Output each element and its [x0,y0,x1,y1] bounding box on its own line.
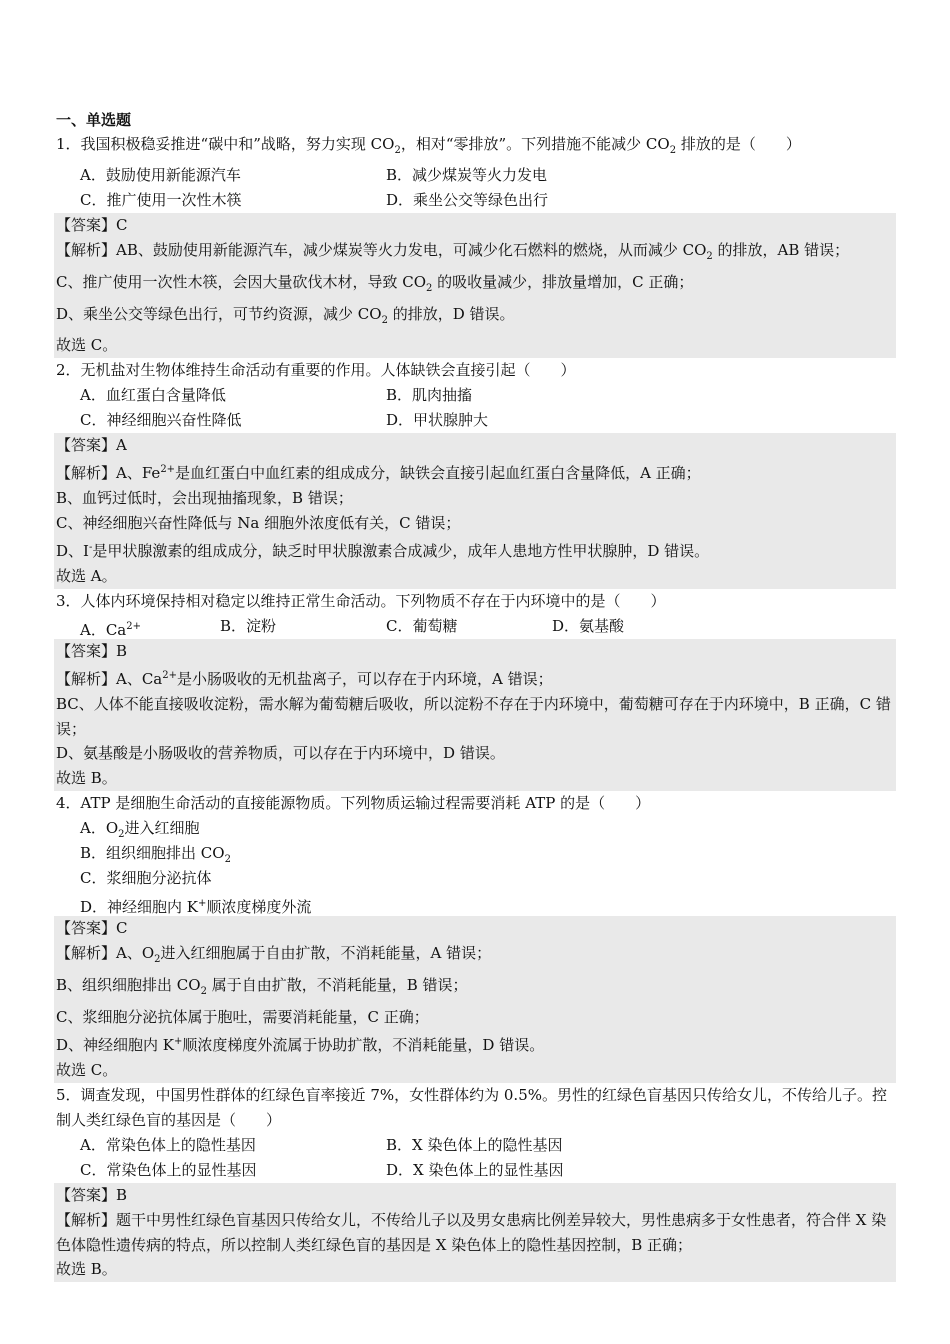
question-5-stem: 5．调查发现，中国男性群体的红绿色盲率接近 7%，女性群体约为 0.5%。男性的红绿色盲基因只传给女儿，不传给儿子。控制人类红绿色盲的基因是（ ） [56,1085,887,1129]
question-1-options-row-1 [56,163,896,188]
question-2-answer-block [54,433,896,589]
explanation-line: 【解析】AB、鼓励使用新能源汽车，减少煤炭等火力发电，可减少化石燃料的燃烧，从而减少 $CO_2$ 的排放，AB 错误； [56,241,850,262]
explanation-line: B、血钙过低时，会出现抽搐现象，B 错误； [56,489,353,508]
option-c: C．神经细胞兴奋性降低 [80,411,242,430]
explanation-line: 【解析】A、$O_2$进入红细胞属于自由扩散，不消耗能量，A 错误； [56,944,492,966]
question-5-answer-block [54,1183,896,1283]
explanation-line: BC、人体不能直接吸收淀粉，需水解为葡萄糖后吸收，所以淀粉不存在于内环境中，葡萄糖可存在于内环境中，B 正确，C 错误； [56,694,891,738]
question-2-options-row-2 [56,408,896,433]
conclusion: 故选 C。 [56,1060,118,1079]
option-a: A．$O_2$进入红细胞 [80,819,200,841]
answer: 【答案】C [56,919,128,938]
question-2-stem: 2．无机盐对生物体维持生命活动有重要的作用。人体缺铁会直接引起（ ） [56,361,576,380]
explanation-line: 【解析】题干中男性红绿色盲基因只传给女儿，不传给儿子以及男女患病比例差异较大，男性患病多于女性患者，符合伴 X 染色体隐性遗传病的特点，所以控制人类红绿色盲的基因是 X 染色体上的隐性基因控制，B 正确； [56,1210,887,1254]
explanation-line: D、乘坐公交等绿色出行，可节约资源，减少 $CO_2$ 的排放，D 错误。 [56,304,515,326]
question-2-options-row-1 [56,383,896,408]
option-b: B．组织细胞排出 $CO_2$ [80,844,231,866]
explanation-line: B、组织细胞排出 $CO_2$ 属于自由扩散，不消耗能量，B 错误； [56,976,468,998]
option-d: D．甲状腺肿大 [386,411,489,430]
question-4-answer-block [54,916,896,1082]
option-d: D．乘坐公交等绿色出行 [386,191,549,209]
question-1-answer-block [54,213,896,358]
answer: 【答案】B [56,1185,128,1204]
question-3-options-row [56,614,896,639]
conclusion: 故选 A。 [56,566,117,585]
explanation-line: D、神经细胞内 K+顺浓度梯度外流属于协助扩散，不消耗能量，D 错误。 [56,1035,545,1054]
option-a: A．鼓励使用新能源汽车 [80,166,241,184]
explanation-line: C、神经细胞兴奋性降低与 Na 细胞外浓度低有关，C 错误； [56,514,461,533]
explanation-line: D、氨基酸是小肠吸收的营养物质，可以存在于内环境中，D 错误。 [56,744,505,763]
section-title: 一、单选题 [56,111,132,129]
answer: 【答案】A [56,436,127,455]
answer: 【答案】B [56,641,128,660]
option-a: A．血红蛋白含量降低 [80,386,226,405]
document-page [56,108,896,1282]
question-1-stem: 1．我国积极稳妥推进“碳中和”战略，努力实现 $CO_2$，相对“零排放”。下列措施不能减少 $CO_2$ 排放的是（ ） [56,135,801,156]
question-5-options-row-1 [56,1133,896,1158]
option-a: A．$Ca^{2+}$ [80,620,142,639]
option-d: D．X 染色体上的显性基因 [386,1160,564,1179]
option-d: D．氨基酸 [552,616,625,635]
option-b: B．淀粉 [220,616,277,635]
option-b: B．减少煤炭等火力发电 [386,166,548,184]
conclusion: 故选 B。 [56,769,117,788]
conclusion: 故选 B。 [56,1260,117,1279]
explanation-line: C、浆细胞分泌抗体属于胞吐，需要消耗能量，C 正确； [56,1007,429,1026]
conclusion: 故选 C。 [56,336,118,355]
option-b: B．X 染色体上的隐性基因 [386,1135,563,1154]
question-4-stem: 4．ATP 是细胞生命活动的直接能源物质。下列物质运输过程需要消耗 ATP 的是（ ） [56,794,651,813]
question-1-options-row-2 [56,188,896,213]
question-3-answer-block [54,639,896,791]
option-c: C．推广使用一次性木筷 [80,191,242,209]
question-3-stem: 3．人体内环境保持相对稳定以维持正常生命活动。下列物质不存在于内环境中的是（ ） [56,591,666,610]
option-a: A．常染色体上的隐性基因 [80,1135,256,1154]
explanation-line: D、I-是甲状腺激素的组成成分，缺乏时甲状腺激素合成减少，成年人患地方性甲状腺肿，D 错误。 [56,542,710,561]
option-b: B．肌肉抽搐 [386,386,473,405]
explanation-line: C、推广使用一次性木筷，会因大量砍伐木材，导致 $CO_2$ 的吸收量减少，排放量增加，C 正确； [56,272,694,294]
explanation-line: 【解析】A、$Fe^{2+}$是血红蛋白中血红素的组成成分，缺铁会直接引起血红蛋白含量降低，A 正确； [56,464,701,483]
question-5-options-row-2 [56,1158,896,1183]
explanation-line: 【解析】A、$Ca^{2+}$是小肠吸收的无机盐离子，可以存在于内环境，A 错误； [56,669,553,688]
option-c: C．葡萄糖 [386,616,458,635]
answer: 【答案】C [56,216,128,234]
option-c: C．常染色体上的显性基因 [80,1160,257,1179]
option-d: D．神经细胞内 K+顺浓度梯度外流 [80,898,312,917]
option-c: C．浆细胞分泌抗体 [80,869,212,888]
